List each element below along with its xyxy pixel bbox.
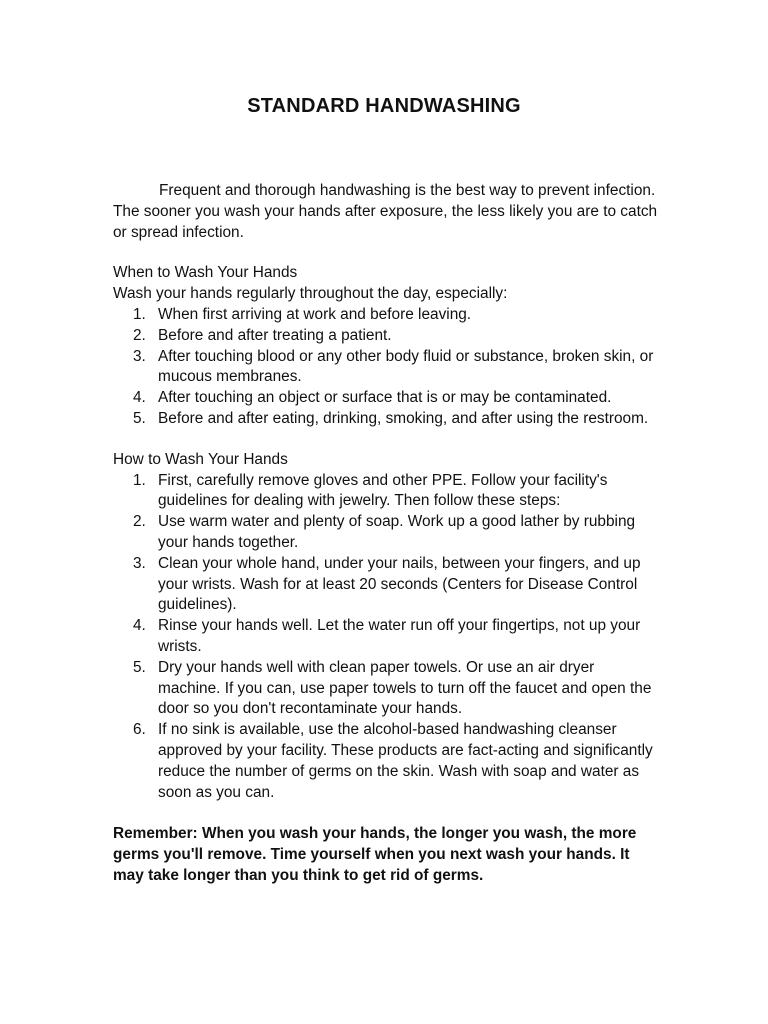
intro-paragraph: Frequent and thorough handwashing is the best way to prevent infection. The sooner you wash your hands after exposure, the less likely you are to catch or spread infection. xyxy=(113,182,658,241)
list-item xyxy=(113,409,658,430)
list-item xyxy=(113,616,658,658)
list-item-text: When first arriving at work and before leaving. xyxy=(158,305,472,323)
when-list xyxy=(113,305,658,430)
list-item xyxy=(113,305,658,326)
list-item-number: 2. xyxy=(133,513,146,531)
list-item xyxy=(113,326,658,347)
list-item-text: Before and after treating a patient. xyxy=(158,326,392,344)
when-to-wash-section xyxy=(113,263,658,429)
list-item-number: 4. xyxy=(133,617,146,635)
remember-note: Remember: When you wash your hands, the longer you wash, the more germs you'll remove. Time yourself when you next wash your hands. It may take longer than you think to get rid of germs. xyxy=(113,825,637,885)
when-section-lead: Wash your hands regularly throughout the day, especially: xyxy=(113,285,508,303)
how-list xyxy=(113,471,658,804)
list-item-text: After touching an object or surface that is or may be contaminated. xyxy=(158,389,612,407)
list-item-number: 3. xyxy=(133,554,146,572)
list-item-number: 5. xyxy=(133,409,146,427)
document-title: STANDARD HANDWASHING xyxy=(247,95,521,117)
list-item xyxy=(113,347,658,389)
list-item xyxy=(113,471,658,513)
list-item xyxy=(113,554,658,616)
list-item-text: Clean your whole hand, under your nails, between your fingers, and up your wrists. Wash for at least 20 seconds (Centers for Disease Control guidelines). xyxy=(158,554,641,614)
list-item-text: First, carefully remove gloves and other PPE. Follow your facility's guidelines for dealing with jewelry. Then follow these steps: xyxy=(158,471,608,510)
list-item xyxy=(113,720,658,803)
when-section-heading: When to Wash Your Hands xyxy=(113,264,298,282)
document-body xyxy=(113,181,658,886)
list-item-number: 3. xyxy=(133,347,146,365)
list-item-text: After touching blood or any other body fluid or substance, broken skin, or mucous membranes. xyxy=(158,347,654,386)
list-item-text: Use warm water and plenty of soap. Work up a good lather by rubbing your hands together. xyxy=(158,513,636,551)
how-section-heading: How to Wash Your Hands xyxy=(113,450,288,468)
list-item-number: 2. xyxy=(133,326,146,344)
list-item xyxy=(113,388,658,409)
list-item-number: 1. xyxy=(133,471,146,489)
list-item-number: 4. xyxy=(133,389,146,407)
list-item-number: 5. xyxy=(133,658,146,676)
list-item-text: Before and after eating, drinking, smoking, and after using the restroom. xyxy=(158,409,649,427)
list-item-number: 1. xyxy=(133,305,146,323)
list-item-text: Rinse your hands well. Let the water run off your fingertips, not up your wrists. xyxy=(158,617,641,655)
list-item xyxy=(113,658,658,720)
list-item xyxy=(113,512,658,554)
list-item-text: Dry your hands well with clean paper towels. Or use an air dryer machine. If you can, use paper towels to turn off the faucet and open the door so you don't recontaminate your hands. xyxy=(158,658,652,718)
how-to-wash-section xyxy=(113,450,658,804)
list-item-text: If no sink is available, use the alcohol-based handwashing cleanser approved by your facility. These products are fact-acting and significantly reduce the number of germs on the skin. Wash with soap and water as soon as you can. xyxy=(158,721,653,801)
list-item-number: 6. xyxy=(133,721,146,739)
